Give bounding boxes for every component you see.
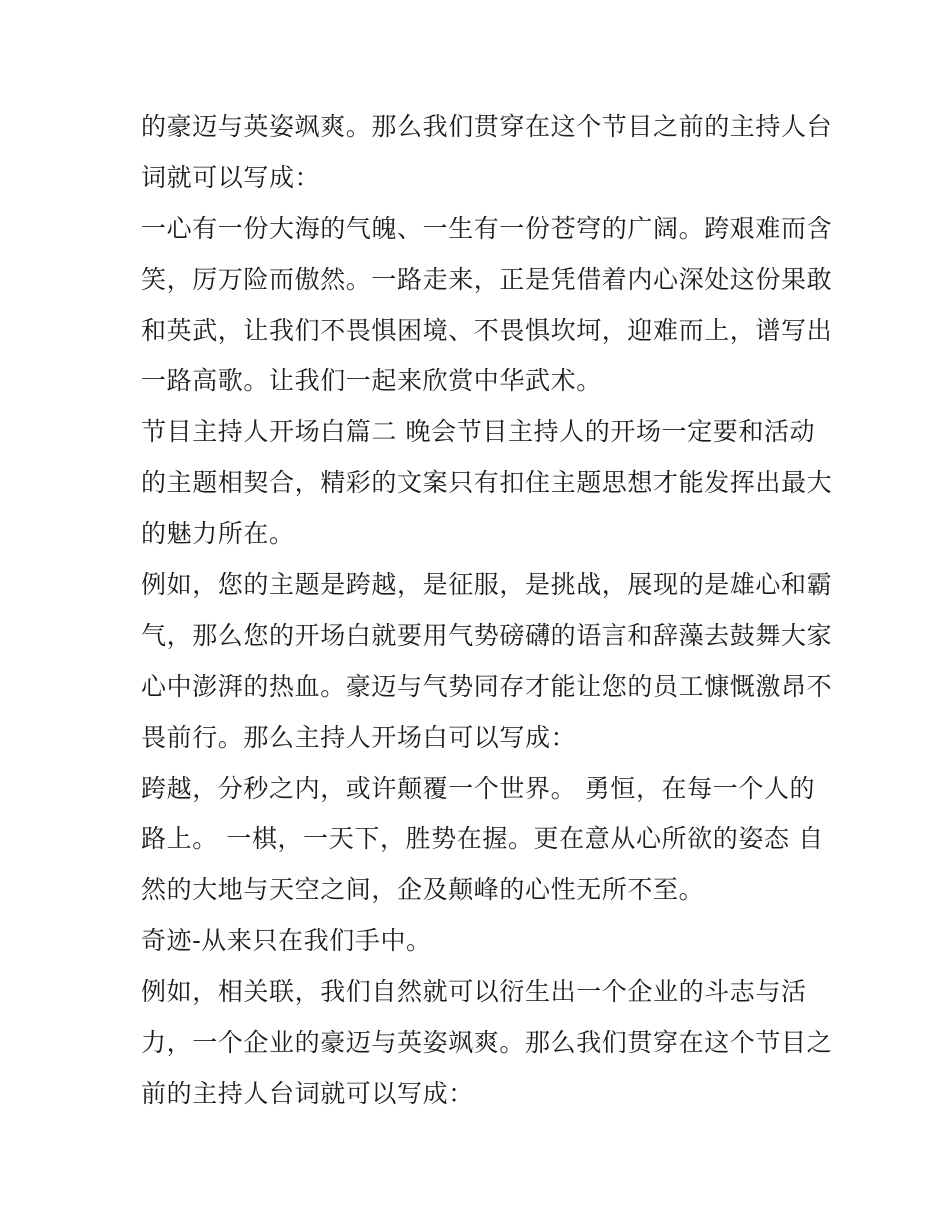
section-heading-line: 节目主持人开场白篇二 晚会节目主持人的开场一定要和活动 xyxy=(141,417,816,447)
text-line: 词就可以写成： xyxy=(141,162,321,192)
text-line: 和英武，让我们不畏惧困境、不畏惧坎坷，迎难而上，谱写出 xyxy=(141,315,833,345)
text-line: 气，那么您的开场白就要用气势磅礴的语言和辞藻去鼓舞大家 xyxy=(141,620,833,650)
text-line: 例如，相关联，我们自然就可以衍生出一个企业的斗志与活 xyxy=(141,977,807,1007)
text-line: 例如，您的主题是跨越，是征服，是挑战，展现的是雄心和霸 xyxy=(141,570,833,600)
text-line: 畏前行。那么主持人开场白可以写成： xyxy=(141,722,577,752)
text-line: 然的大地与天空之间，企及颠峰的心性无所不至。 xyxy=(141,875,705,905)
text-line: 路上。 一棋，一天下，胜势在握。更在意从心所欲的姿态 自 xyxy=(141,824,824,854)
text-line: 一路高歌。让我们一起来欣赏中华武术。 xyxy=(141,366,602,396)
text-line: 笑，厉万险而傲然。一路走来，正是凭借着内心深处这份果敢 xyxy=(141,264,833,294)
text-line: 的豪迈与英姿飒爽。那么我们贯穿在这个节目之前的主持人台 xyxy=(141,112,833,141)
document-body xyxy=(141,102,833,1120)
text-line: 一心有一份大海的气魄、一生有一份苍穹的广阔。跨艰难而含 xyxy=(141,213,833,243)
text-line: 前的主持人台词就可以写成： xyxy=(141,1078,474,1108)
text-line: 的魅力所在。 xyxy=(141,519,295,549)
text-line: 跨越，分秒之内，或许颠覆一个世界。 勇恒，在每一个人的 xyxy=(141,773,816,803)
text-line: 力，一个企业的豪迈与英姿飒爽。那么我们贯穿在这个节目之 xyxy=(141,1028,833,1058)
text-line: 奇迹-从来只在我们手中。 xyxy=(141,926,432,956)
text-line: 心中澎湃的热血。豪迈与气势同存才能让您的员工慷慨激昂不 xyxy=(141,671,833,701)
text-line: 的主题相契合，精彩的文案只有扣住主题思想才能发挥出最大 xyxy=(141,468,833,498)
